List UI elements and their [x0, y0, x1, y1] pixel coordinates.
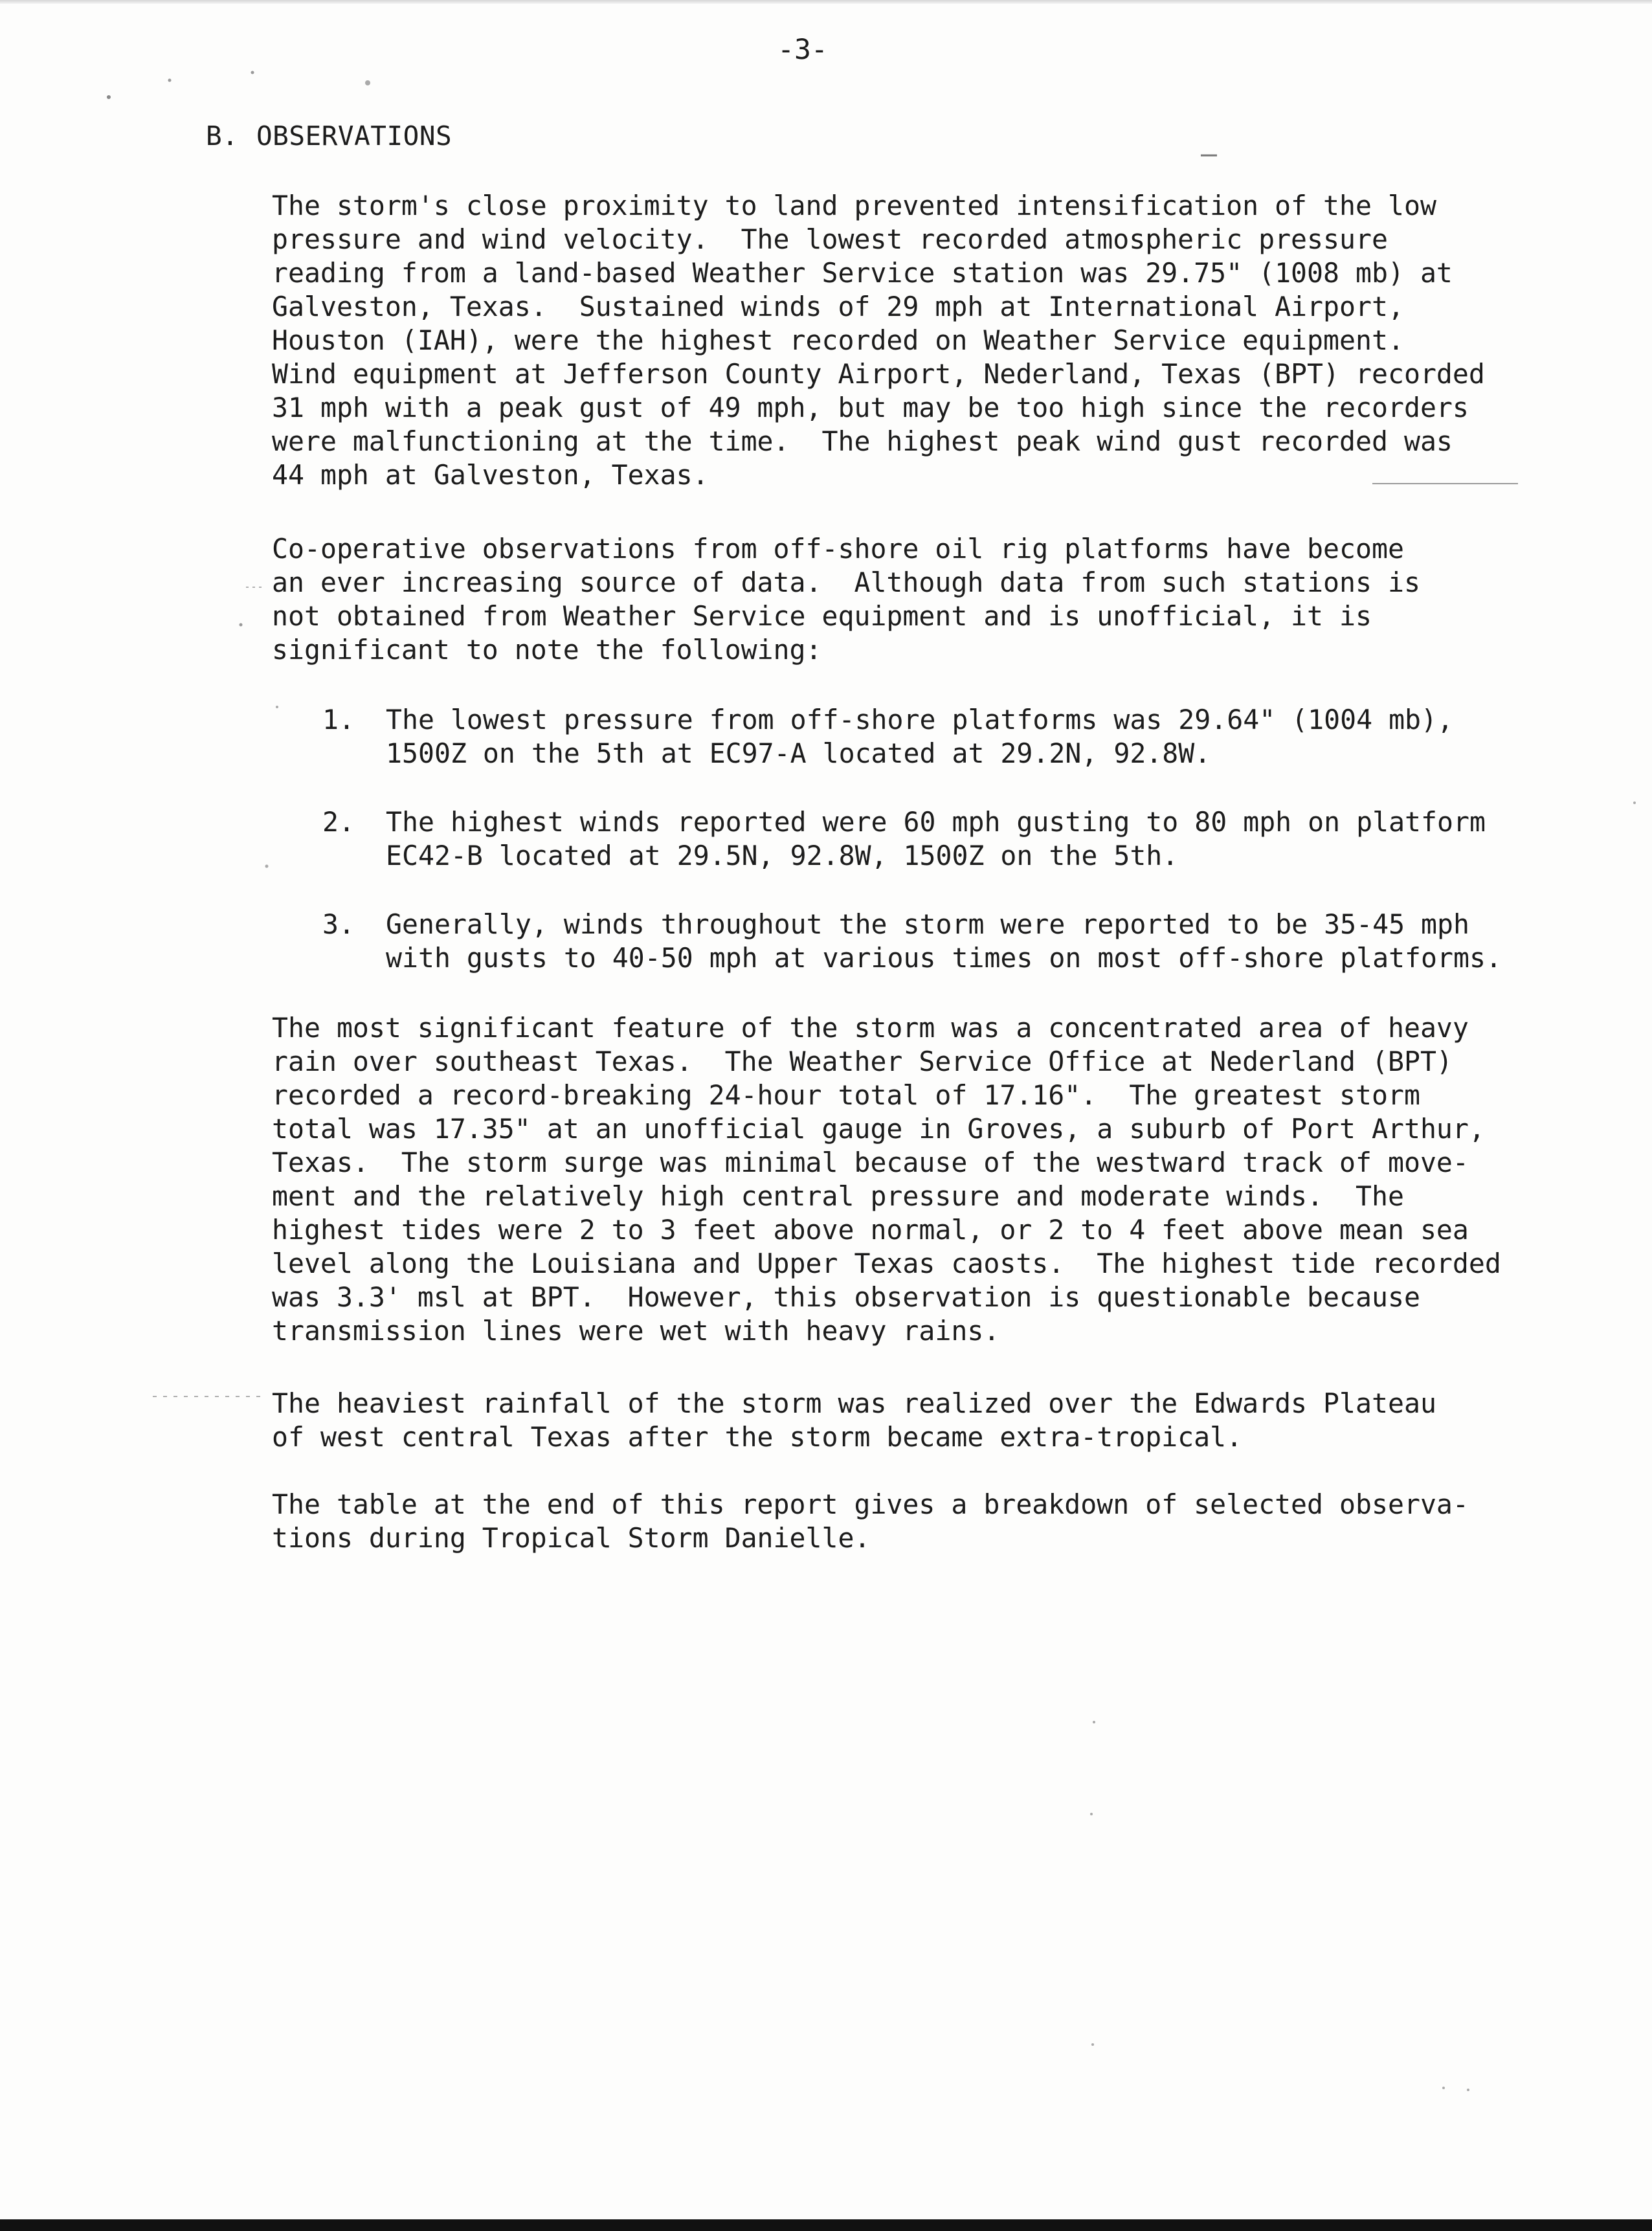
text-line: Houston (IAH), were the highest recorded on Weather Service equipment. [272, 324, 1404, 356]
section-heading [206, 120, 452, 151]
text-line: an ever increasing source of data. Although data from such stations is [272, 566, 1420, 598]
paragraph-heaviest-rainfall [272, 1387, 1541, 1454]
paragraph-rainfall-feature [272, 1011, 1541, 1348]
top-edge [0, 0, 1652, 4]
text-line: tions during Tropical Storm Danielle. [272, 1522, 871, 1554]
text-line: level along the Louisiana and Upper Texas caosts. The highest tide recorded [272, 1248, 1501, 1279]
list-number: 3. [322, 908, 355, 940]
text-line: The most significant feature of the storm was a concentrated area of heavy [272, 1012, 1469, 1044]
text-line: The heaviest rainfall of the storm was realized over the Edwards Plateau [272, 1387, 1436, 1419]
paragraph-proximity [272, 189, 1541, 492]
text-line: The highest winds reported were 60 mph gusting to 80 mph on platform [386, 806, 1486, 838]
text-line: of west central Texas after the storm became extra-tropical. [272, 1421, 1243, 1453]
text-line: rain over southeast Texas. The Weather Service Office at Nederland (BPT) [272, 1046, 1453, 1077]
list-number: 2. [322, 806, 355, 838]
list-item [322, 908, 1552, 975]
list-item [322, 805, 1552, 873]
text-line: reading from a land-based Weather Service station was 29.75" (1008 mb) at [272, 257, 1453, 289]
text-line: Wind equipment at Jefferson County Airport, Nederland, Texas (BPT) recorded [272, 358, 1485, 390]
text-line: The table at the end of this report gives a breakdown of selected observa- [272, 1488, 1469, 1520]
text-line: was 3.3' msl at BPT. However, this observation is questionable because [272, 1281, 1420, 1313]
text-line: transmission lines were wet with heavy rains. [272, 1315, 1000, 1347]
text-line: total was 17.35" at an unofficial gauge in Groves, a suburb of Port Arthur, [272, 1113, 1485, 1145]
section-letter: B. [206, 120, 239, 151]
text-line: ment and the relatively high central pressure and moderate winds. The [272, 1180, 1404, 1212]
text-line: Generally, winds throughout the storm were reported to be 35-45 mph [386, 908, 1470, 940]
text-line: 31 mph with a peak gust of 49 mph, but may be too high since the recorders [272, 392, 1469, 423]
text-line: significant to note the following: [272, 634, 822, 666]
text-line: Texas. The storm surge was minimal because of the westward track of move- [272, 1147, 1469, 1178]
list-item [322, 703, 1552, 770]
text-line: EC42-B located at 29.5N, 92.8W, 1500Z on the 5th. [386, 840, 1179, 871]
list-number: 1. [322, 704, 355, 735]
text-line: 44 mph at Galveston, Texas. [272, 459, 709, 491]
text-line: were malfunctioning at the time. The highest peak wind gust recorded was [272, 425, 1453, 457]
text-line: pressure and wind velocity. The lowest recorded atmospheric pressure [272, 223, 1388, 255]
page-number: -3- [777, 34, 828, 66]
text-line: Galveston, Texas. Sustained winds of 29 mph at International Airport, [272, 291, 1404, 322]
text-line: The lowest pressure from off-shore platforms was 29.64" (1004 mb), [386, 704, 1454, 735]
text-line: The storm's close proximity to land prevented intensification of the low [272, 190, 1436, 221]
paragraph-table-reference [272, 1488, 1541, 1555]
text-line: 1500Z on the 5th at EC97-A located at 29.2N, 92.8W. [386, 737, 1211, 769]
text-line: not obtained from Weather Service equipment and is unofficial, it is [272, 600, 1372, 632]
paragraph-cooperative [272, 532, 1541, 667]
text-line: with gusts to 40-50 mph at various times on most off-shore platforms. [386, 942, 1502, 974]
section-title: OBSERVATIONS [256, 120, 452, 151]
text-line: highest tides were 2 to 3 feet above normal, or 2 to 4 feet above mean sea [272, 1214, 1469, 1246]
text-line: recorded a record-breaking 24-hour total of 17.16". The greatest storm [272, 1079, 1420, 1111]
text-line: Co-operative observations from off-shore oil rig platforms have become [272, 533, 1404, 565]
bottom-edge [0, 2219, 1652, 2231]
